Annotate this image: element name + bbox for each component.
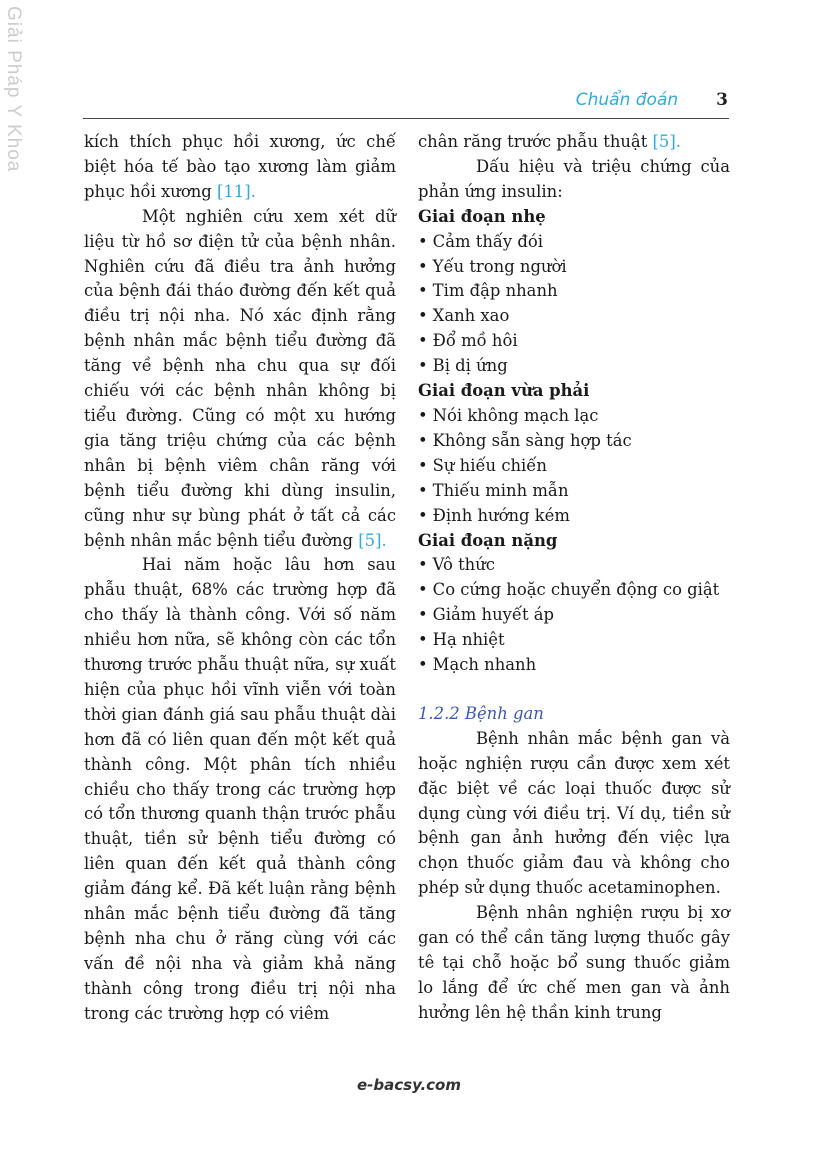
bullet-icon: • (418, 331, 428, 351)
page-number: 3 (716, 90, 728, 110)
bullet-icon: • (418, 405, 428, 425)
stage-block-severe (418, 529, 730, 678)
paragraph-text: Một nghiên cứu xem xét dữ liệu từ hồ sơ điện tử của bệnh nhân. Nghiên cứu đã điều tra ảnh hưởng của bệnh đái tháo đường đến kết quả điều trị nội nha. Nó xác định rằng bệnh nhân mắc bệnh tiểu đường đã tăng về bệnh nha chu qua sự đối chiếu với các bệnh nhân không bị tiểu đường. Cũng có một xu hướng gia tăng triệu chứng của các bệnh nhân bị bệnh viêm chân răng với bệnh tiểu đường khi dùng insulin, cũng như sự bùng phát ở tất cả các bệnh nhân mắc bệnh tiểu đường (84, 206, 396, 550)
list-item: • Không sẵn sàng hợp tác (418, 430, 632, 450)
left-column (84, 130, 396, 1027)
footer-site: e-bacsy.com (356, 1076, 461, 1094)
list-item: • Yếu trong người (418, 256, 567, 276)
list-item: • Tim đập nhanh (418, 281, 558, 301)
bullet-icon: • (418, 256, 428, 276)
symptom-list (418, 553, 730, 678)
list-item: • Hạ nhiệt (418, 630, 505, 650)
stage-heading: Giai đoạn nhẹ (418, 206, 546, 226)
list-item: • Xanh xao (418, 306, 510, 326)
bullet-icon: • (418, 430, 428, 450)
list-item: • Giảm huyết áp (418, 605, 555, 625)
header-rule (83, 118, 729, 119)
bullet-icon: • (418, 281, 428, 301)
list-item: • Định hướng kém (418, 505, 570, 525)
bullet-icon: • (418, 605, 428, 625)
bullet-icon: • (418, 555, 428, 575)
list-item: • Sự hiếu chiến (418, 455, 547, 475)
list-item: • Vô thức (418, 555, 495, 575)
list-item: • Nói không mạch lạc (418, 405, 599, 425)
paragraph: Bệnh nhân nghiện rượu bị xơ gan có thể cần tăng lượng thuốc gây tê tại chỗ hoặc bổ sung thuốc giảm lo lắng để ức chế men gan và ảnh hưởng lên hệ thần kinh trung (418, 903, 730, 1022)
list-item: • Mạch nhanh (418, 655, 537, 675)
right-column (418, 130, 730, 1026)
bullet-icon: • (418, 655, 428, 675)
running-header (576, 90, 728, 110)
stage-block-moderate (418, 379, 730, 528)
bullet-icon: • (418, 356, 428, 376)
list-item: • Đổ mồ hôi (418, 331, 518, 351)
list-item: • Bị dị ứng (418, 356, 508, 376)
bullet-icon: • (418, 231, 428, 251)
bullet-icon: • (418, 306, 428, 326)
watermark-text: Giải Pháp Y Khoa (3, 6, 24, 173)
paragraph (84, 205, 396, 554)
paragraph: Hai năm hoặc lâu hơn sau phẫu thuật, 68% các trường hợp đã cho thấy là thành công. Với số năm nhiều hơn nữa, sẽ không còn các tổn thương trước phẫu thuật nữa, sự xuất hiện của phục hồi vĩnh viễn với toàn thời gian đánh giá sau phẫu thuật dài hơn đã có liên quan đến một kết quả thành công. Một phân tích nhiều chiều cho thấy trong các trường hợp có tổn thương quanh thận trước phẫu thuật, tiền sử bệnh tiểu đường có liên quan đến kết quả thành công giảm đáng kể. Đã kết luận rằng bệnh nhân mắc bệnh tiểu đường đã tăng bệnh nha chu ở răng cùng với các vấn đề nội nha và giảm khả năng thành công trong điều trị nội nha trong các trường hợp có viêm (84, 555, 396, 1023)
paragraph (418, 130, 730, 155)
list-item: • Co cứng hoặc chuyển động co giật (418, 580, 720, 600)
paragraph-text: chân răng trước phẫu thuật (418, 132, 653, 151)
stage-block-mild (418, 205, 730, 379)
citation-link[interactable]: [5]. (358, 530, 387, 550)
citation-link[interactable]: [11]. (216, 181, 256, 201)
stage-heading: Giai đoạn vừa phải (418, 381, 590, 401)
paragraph: Dấu hiệu và triệu chứng của phản ứng insulin: (418, 156, 730, 201)
paragraph: Bệnh nhân mắc bệnh gan và hoặc nghiện rượu cần được xem xét đặc biệt về các loại thuốc được sử dụng cùng với điều trị. Ví dụ, tiền sử bệnh gan ảnh hưởng đến việc lựa chọn thuốc giảm đau và không cho phép sử dụng thuốc acetaminophen. (418, 728, 730, 898)
section-heading: 1.2.2 Bệnh gan (418, 703, 544, 723)
list-item: • Thiếu minh mẫn (418, 480, 569, 500)
chapter-title: Chuẩn đoán (575, 90, 679, 110)
bullet-icon: • (418, 580, 428, 600)
stage-heading: Giai đoạn nặng (418, 530, 558, 550)
paragraph-text: kích thích phục hồi xương, ức chế biệt hóa tế bào tạo xương làm giảm phục hồi xương (84, 132, 396, 201)
paragraph (84, 130, 396, 205)
bullet-icon: • (418, 630, 428, 650)
symptom-list (418, 404, 730, 529)
bullet-icon: • (418, 505, 428, 525)
citation-link[interactable]: [5]. (652, 132, 681, 151)
bullet-icon: • (418, 455, 428, 475)
list-item: • Cảm thấy đói (418, 231, 543, 251)
bullet-icon: • (418, 480, 428, 500)
symptom-list (418, 230, 730, 379)
